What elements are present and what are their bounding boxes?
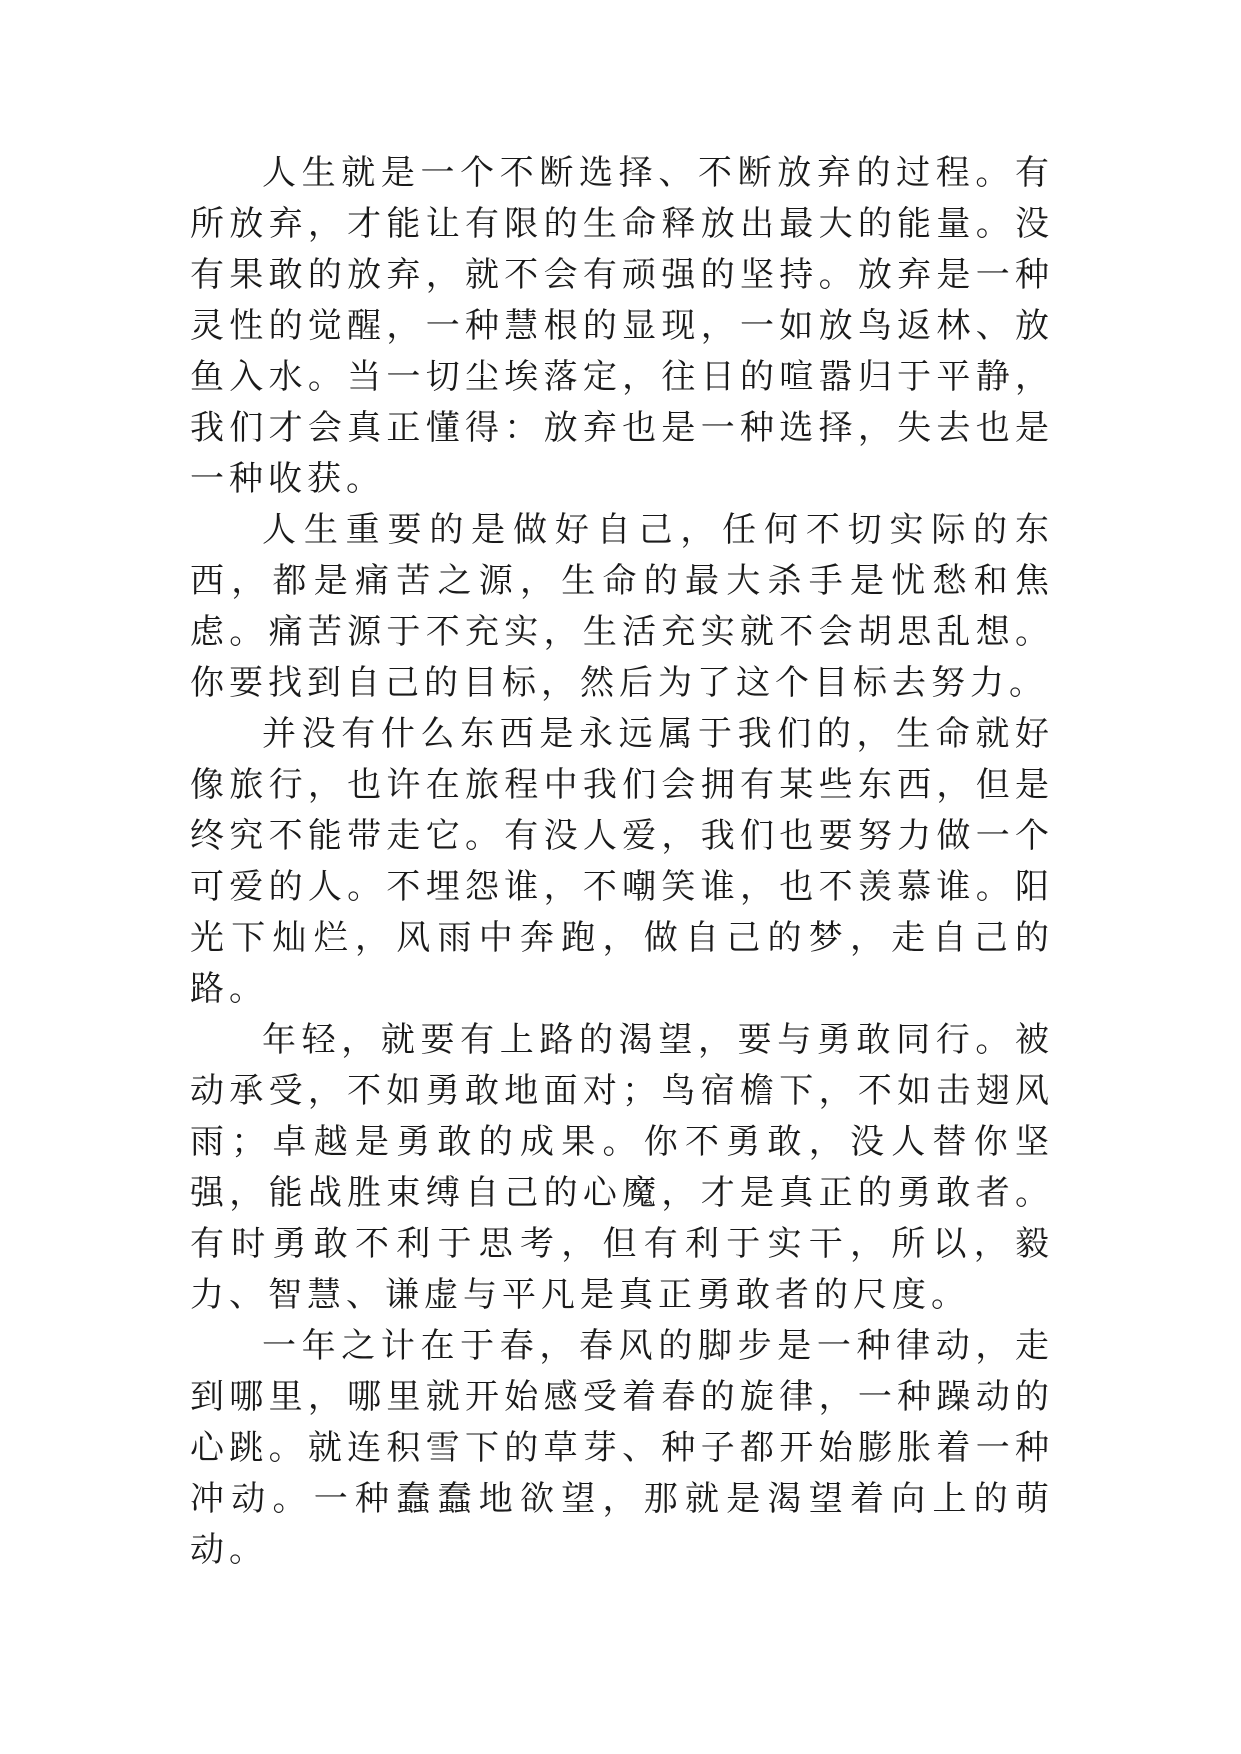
paragraph-4: 年轻，就要有上路的渴望，要与勇敢同行。被动承受，不如勇敢地面对；鸟宿檐下，不如击翅风雨；卓越是勇敢的成果。你不勇敢，没人替你坚强，能战胜束缚自己的心魔，才是真正的勇敢者。有时勇敢不利于思考，但有利于实干，所以，毅力、智慧、谦虚与平凡是真正勇敢者的尺度。 xyxy=(190,1020,1054,1315)
paragraph-5: 一年之计在于春，春风的脚步是一种律动，走到哪里，哪里就开始感受着春的旋律，一种躁动的心跳。就连积雪下的草芽、种子都开始膨胀着一种冲动。一种蠢蠢地欲望，那就是渴望着向上的萌动。 xyxy=(190,1326,1054,1570)
paragraph-2: 人生重要的是做好自己，任何不切实际的东西，都是痛苦之源，生命的最大杀手是忧愁和焦虑。痛苦源于不充实，生活充实就不会胡思乱想。你要找到自己的目标，然后为了这个目标去努力。 xyxy=(190,510,1054,703)
paragraph-1: 人生就是一个不断选择、不断放弃的过程。有所放弃，才能让有限的生命释放出最大的能量。没有果敢的放弃，就不会有顽强的坚持。放弃是一种灵性的觉醒，一种慧根的显现，一如放鸟返林、放鱼入水。当一切尘埃落定，往日的喧嚣归于平静，我们才会真正懂得：放弃也是一种选择，失去也是一种收获。 xyxy=(190,153,1054,499)
document-body xyxy=(190,148,1054,1576)
paragraph-3: 并没有什么东西是永远属于我们的，生命就好像旅行，也许在旅程中我们会拥有某些东西，但是终究不能带走它。有没人爱，我们也要努力做一个可爱的人。不埋怨谁，不嘲笑谁，也不羡慕谁。阳光下灿烂，风雨中奔跑，做自己的梦，走自己的路。 xyxy=(190,714,1054,1009)
